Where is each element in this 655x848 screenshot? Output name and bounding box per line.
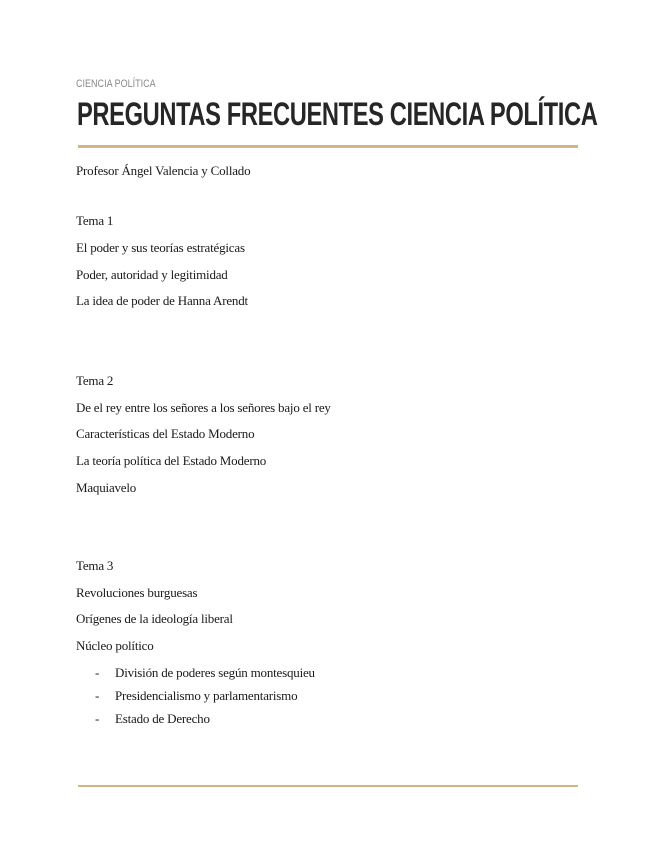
tema2-item: De el rey entre los señores a los señores bajo el rey bbox=[76, 400, 331, 415]
tema2-heading: Tema 2 bbox=[76, 373, 114, 388]
tema2-item: Características del Estado Moderno bbox=[76, 426, 255, 441]
page-title: PREGUNTAS FRECUENTES CIENCIA POLÍTICA bbox=[77, 96, 598, 132]
bullet-text: Estado de Derecho bbox=[115, 711, 210, 726]
author-line: Profesor Ángel Valencia y Collado bbox=[76, 163, 251, 178]
tema1-item: El poder y sus teorías estratégicas bbox=[76, 240, 245, 255]
tema1-item: La idea de poder de Hanna Arendt bbox=[76, 293, 248, 308]
tema3-item: Núcleo político bbox=[76, 638, 154, 653]
tema3-item: Orígenes de la ideología liberal bbox=[76, 611, 233, 626]
tema2-item: La teoría política del Estado Moderno bbox=[76, 453, 267, 468]
header-kicker: CIENCIA POLÍTICA bbox=[76, 78, 156, 90]
header-rule bbox=[78, 145, 578, 148]
dash-marker: - bbox=[95, 688, 100, 703]
tema1-heading: Tema 1 bbox=[76, 213, 114, 228]
tema1-item: Poder, autoridad y legitimidad bbox=[76, 267, 228, 282]
tema3-item: Revoluciones burguesas bbox=[76, 585, 198, 600]
tema3-heading: Tema 3 bbox=[76, 558, 114, 573]
footer-rule bbox=[78, 785, 578, 787]
tema2-item: Maquiavelo bbox=[76, 480, 137, 495]
dash-marker: - bbox=[95, 665, 100, 680]
bullet-text: Presidencialismo y parlamentarismo bbox=[115, 688, 298, 703]
dash-marker: - bbox=[95, 711, 100, 726]
bullet-text: División de poderes según montesquieu bbox=[115, 665, 315, 680]
